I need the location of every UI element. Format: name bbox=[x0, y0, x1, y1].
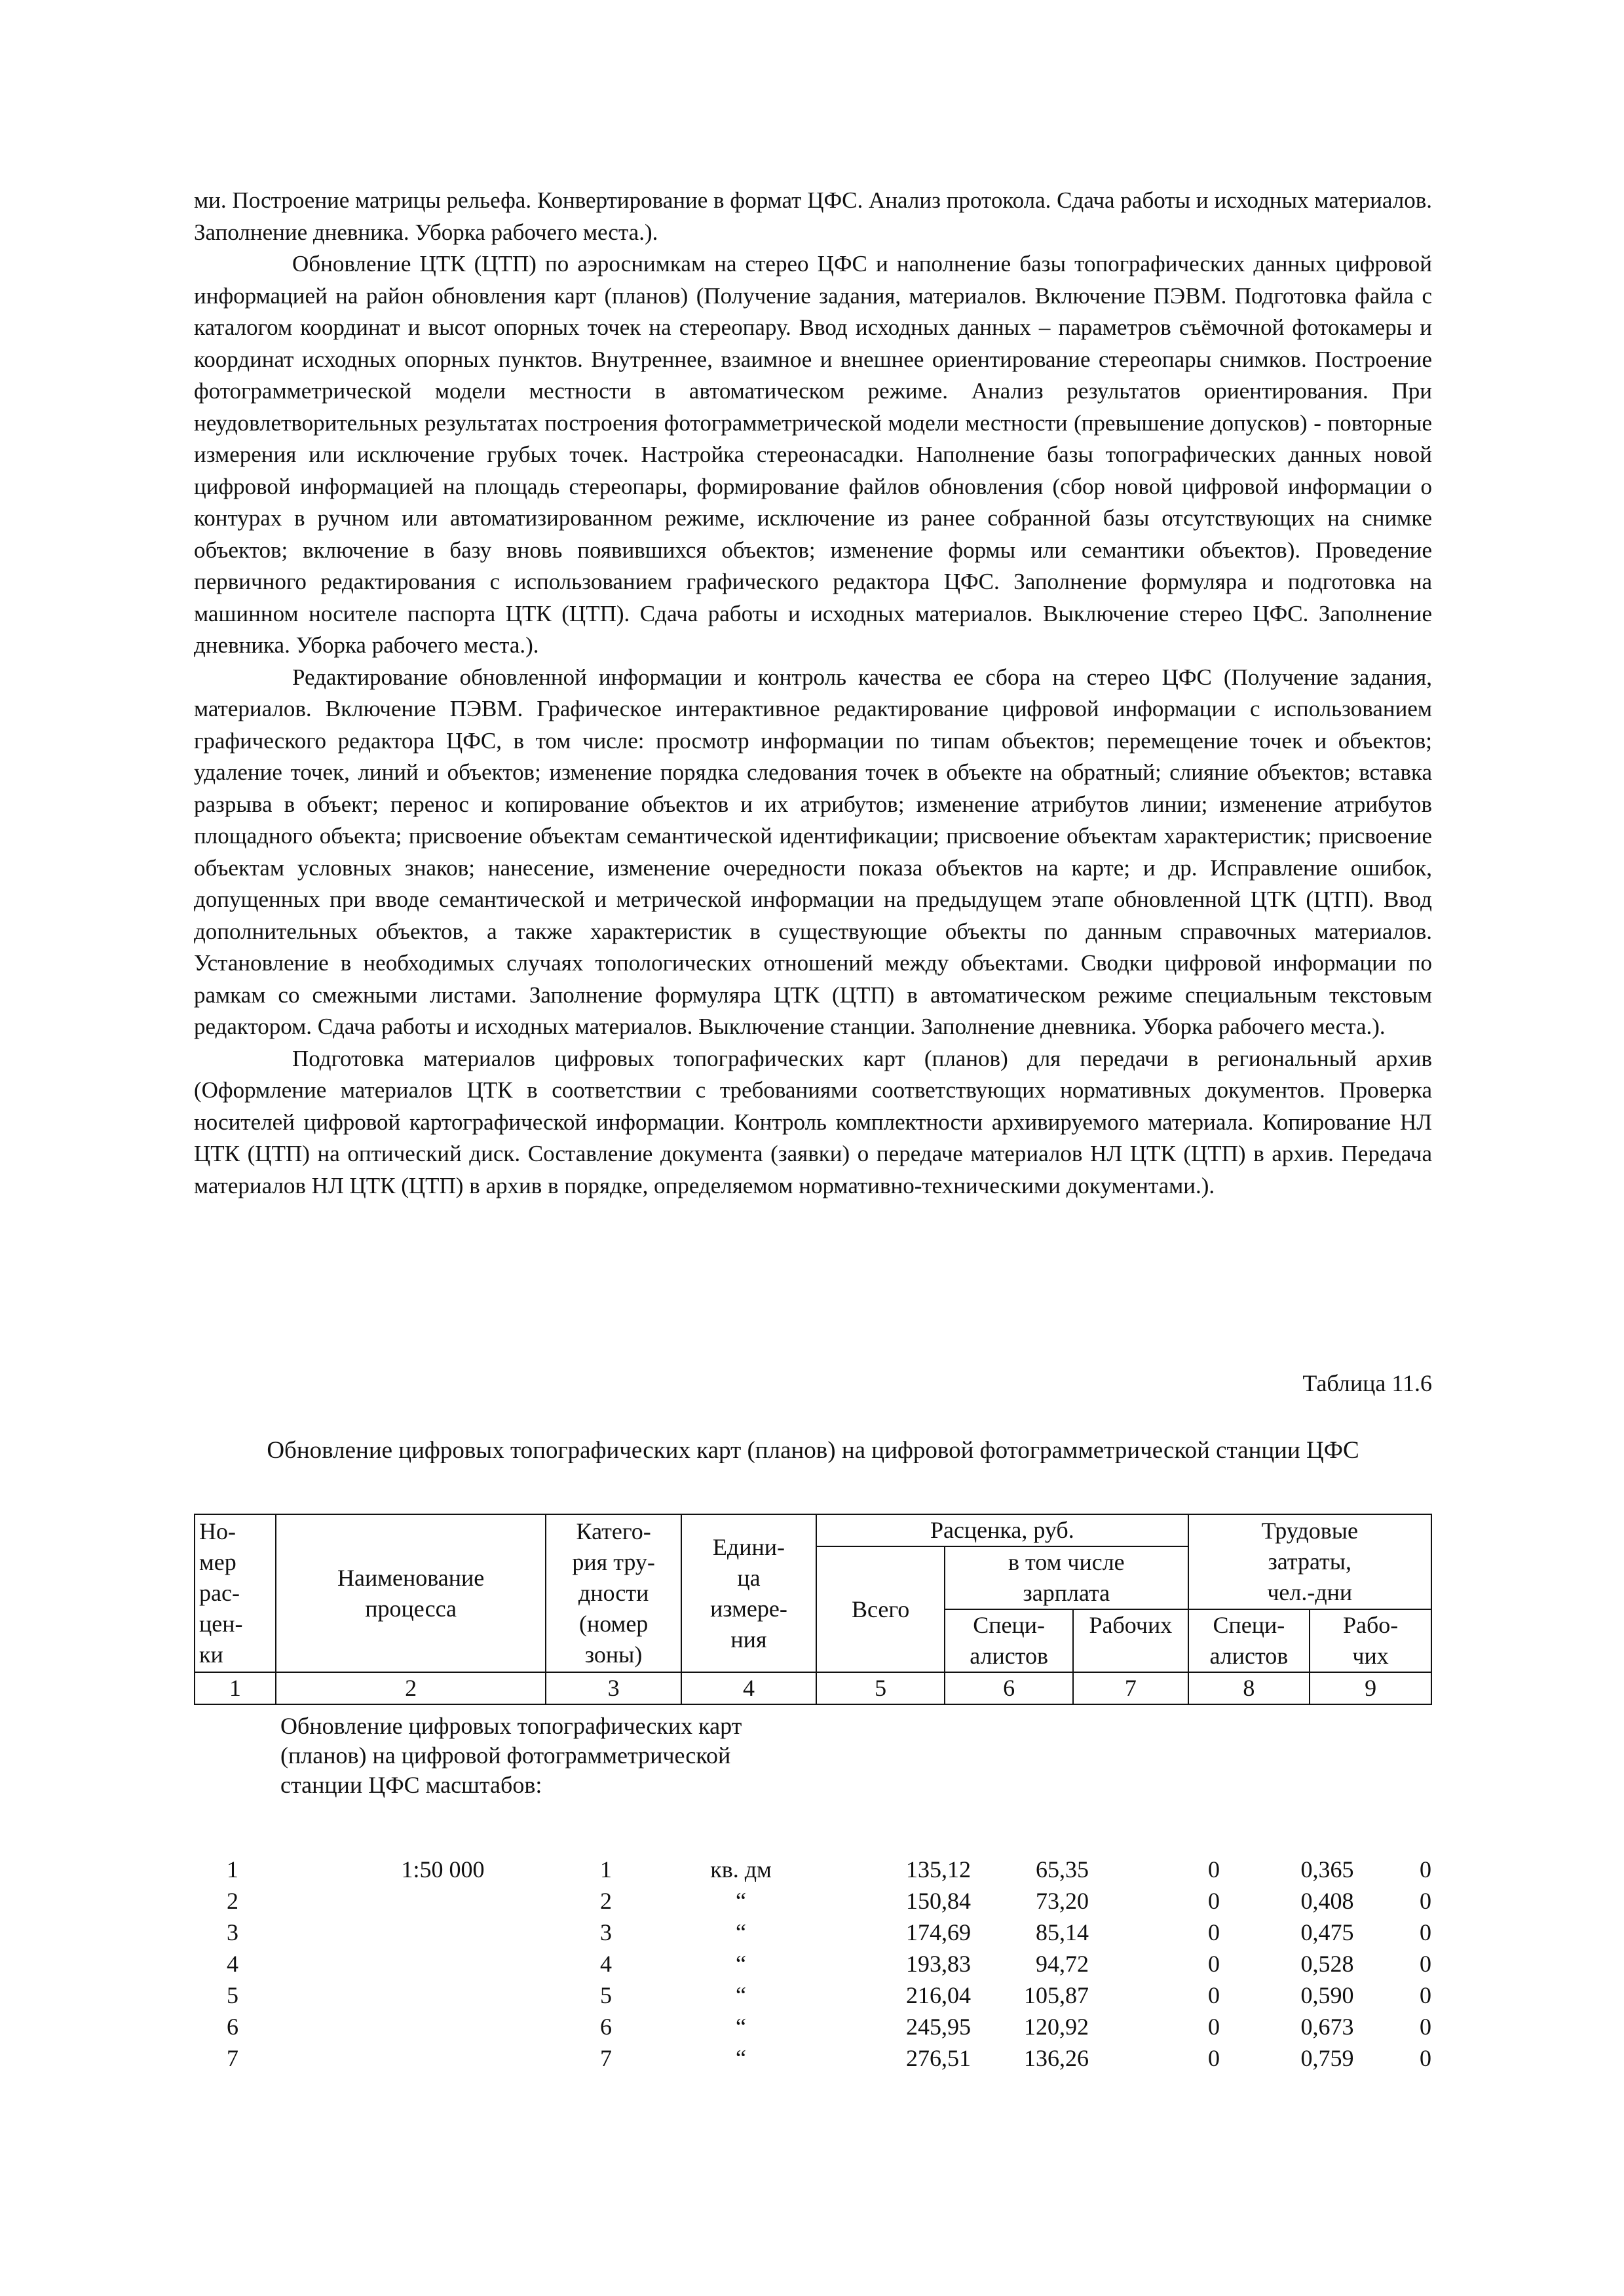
labor-workers: 0 bbox=[1420, 1951, 1431, 1977]
column-number: 6 bbox=[945, 1672, 1073, 1704]
table-row bbox=[194, 1950, 1432, 1981]
column-number: 9 bbox=[1310, 1672, 1431, 1704]
difficulty-category: 2 bbox=[600, 1888, 612, 1914]
table-header bbox=[194, 1514, 1432, 1705]
rate-number: 7 bbox=[227, 2045, 238, 2071]
header-including-salary: в том числе зарплата bbox=[945, 1546, 1188, 1609]
labor-specialists: 0,673 bbox=[1300, 2014, 1354, 2040]
salary-specialists: 65,35 bbox=[1036, 1856, 1089, 1883]
header-rate-number: Но- мер рас- цен- ки bbox=[195, 1514, 276, 1672]
price-total: 193,83 bbox=[906, 1951, 971, 1977]
header-labor-workers: Рабо- чих bbox=[1310, 1609, 1431, 1672]
labor-workers: 0 bbox=[1420, 2045, 1431, 2071]
salary-workers: 0 bbox=[1208, 1856, 1220, 1883]
labor-specialists: 0,590 bbox=[1300, 1982, 1354, 2008]
header-difficulty-category: Катего- рия тру- дности (номер зоны) bbox=[546, 1514, 681, 1672]
price-total: 150,84 bbox=[906, 1888, 971, 1914]
table-row bbox=[194, 1856, 1432, 1887]
header-salary-workers: Рабочих bbox=[1073, 1609, 1188, 1672]
salary-specialists: 105,87 bbox=[1024, 1982, 1089, 2008]
column-number: 2 bbox=[276, 1672, 546, 1704]
body-text bbox=[194, 185, 1432, 1202]
rate-number: 5 bbox=[227, 1982, 238, 2008]
salary-specialists: 73,20 bbox=[1036, 1888, 1089, 1914]
header-process-name: Наименование процесса bbox=[276, 1514, 546, 1672]
unit: “ bbox=[736, 1982, 746, 2008]
salary-workers: 0 bbox=[1208, 1951, 1220, 1977]
rate-number: 1 bbox=[227, 1856, 238, 1883]
table-body bbox=[194, 1856, 1432, 2076]
salary-workers: 0 bbox=[1208, 1888, 1220, 1914]
rate-number: 4 bbox=[227, 1951, 238, 1977]
labor-workers: 0 bbox=[1420, 1919, 1431, 1945]
difficulty-category: 5 bbox=[600, 1982, 612, 2008]
labor-workers: 0 bbox=[1420, 1856, 1431, 1883]
labor-workers: 0 bbox=[1420, 1982, 1431, 2008]
paragraph: Обновление ЦТК (ЦТП) по аэроснимкам на стерео ЦФС и наполнение базы топографических данных цифровой информацией на район обновления карт (планов) (Получение задания, материалов. Включение ПЭВМ. Подготовка файла с каталогом координат и высот опорных точек на стереопару. Ввод исходных данных – параметров съёмочной фотокамеры и координат исходных опорных пунктов. Внутреннее, взаимное и внешнее ориентирование стереопары снимков. Построение фотограмметрической модели местности в автоматическом режиме. Анализ результатов ориентирования. При неудовлетворительных результатах построения фотограмметрической модели местности (превышение допусков) - повторные измерения или исключение грубых точек. Настройка стереонасадки. Наполнение базы топографических данных новой цифровой информацией на площадь стереопары, формирование файлов обновления (сбор новой цифровой информации о контурах в ручном или автоматизированном режиме, исключение из ранее собранной базы отсутствующих на снимке объектов; включение в базу вновь появившихся объектов; изменение формы или семантики объектов). Проведение первичного редактирования с использованием графического редактора ЦФС. Заполнение формуляра и подготовка на машинном носителе паспорта ЦТК (ЦТП). Сдача работы и исходных материалов. Выключение стерео ЦФС. Заполнение дневника. Уборка рабочего места.). bbox=[194, 251, 1432, 658]
header-salary-specialists: Специ- алистов bbox=[945, 1609, 1073, 1672]
table-row bbox=[194, 1981, 1432, 2013]
column-number: 8 bbox=[1188, 1672, 1310, 1704]
price-total: 174,69 bbox=[906, 1919, 971, 1945]
column-number: 1 bbox=[195, 1672, 276, 1704]
unit: кв. дм bbox=[710, 1856, 772, 1883]
difficulty-category: 6 bbox=[600, 2014, 612, 2040]
rate-number: 2 bbox=[227, 1888, 238, 1914]
table-title: Обновление цифровых топографических карт (планов) на цифровой фотограмметрической станции ЦФС bbox=[267, 1437, 1359, 1464]
salary-workers: 0 bbox=[1208, 2014, 1220, 2040]
table-row bbox=[194, 1919, 1432, 1950]
salary-specialists: 136,26 bbox=[1024, 2045, 1089, 2071]
salary-specialists: 94,72 bbox=[1036, 1951, 1089, 1977]
difficulty-category: 7 bbox=[600, 2045, 612, 2071]
unit: “ bbox=[736, 2045, 746, 2071]
column-number: 5 bbox=[816, 1672, 945, 1704]
rate-number: 3 bbox=[227, 1919, 238, 1945]
table-row bbox=[194, 1887, 1432, 1919]
salary-specialists: 85,14 bbox=[1036, 1919, 1089, 1945]
unit: “ bbox=[736, 1951, 746, 1977]
unit: “ bbox=[736, 1888, 746, 1914]
column-number: 7 bbox=[1073, 1672, 1188, 1704]
unit: “ bbox=[736, 1919, 746, 1945]
price-total: 216,04 bbox=[906, 1982, 971, 2008]
table-row bbox=[194, 2044, 1432, 2076]
paragraph: Подготовка материалов цифровых топографических карт (планов) для передачи в региональный архив (Оформление материалов ЦТК в соответствии с требованиями соответствующих нормативных документов. Проверка носителей цифровой картографической информации. Контроль комплектности архивируемого материала. Копирование НЛ ЦТК (ЦТП) на оптический диск. Составление документа (заявки) о передаче материалов НЛ ЦТК (ЦТП) в архив. Передача материалов НЛ ЦТК (ЦТП) в архив в порядке, определяемом нормативно-техническими документами.). bbox=[194, 1045, 1432, 1198]
price-total: 276,51 bbox=[906, 2045, 971, 2071]
price-total: 245,95 bbox=[906, 2014, 971, 2040]
table-number: Таблица 11.6 bbox=[1302, 1370, 1432, 1396]
labor-specialists: 0,365 bbox=[1300, 1856, 1354, 1883]
column-number: 3 bbox=[546, 1672, 681, 1704]
difficulty-category: 3 bbox=[600, 1919, 612, 1945]
paragraph: ми. Построение матрицы рельефа. Конвертирование в формат ЦФС. Анализ протокола. Сдача работы и исходных материалов. Заполнение дневника. Уборка рабочего места.). bbox=[194, 187, 1432, 245]
labor-workers: 0 bbox=[1420, 2014, 1431, 2040]
header-labor-costs: Трудовые затраты, чел.-дни bbox=[1188, 1514, 1431, 1609]
header-total: Всего bbox=[816, 1546, 945, 1672]
table-row bbox=[194, 2013, 1432, 2044]
unit: “ bbox=[736, 2014, 746, 2040]
difficulty-category: 4 bbox=[600, 1951, 612, 1977]
rate-number: 6 bbox=[227, 2014, 238, 2040]
difficulty-category: 1 bbox=[600, 1856, 612, 1883]
labor-specialists: 0,759 bbox=[1300, 2045, 1354, 2071]
labor-specialists: 0,475 bbox=[1300, 1919, 1354, 1945]
header-unit: Едини- ца измере- ния bbox=[681, 1514, 816, 1672]
labor-specialists: 0,528 bbox=[1300, 1951, 1354, 1977]
paragraph: Редактирование обновленной информации и контроль качества ее сбора на стерео ЦФС (Получение задания, материалов. Включение ПЭВМ. Графическое интерактивное редактирование цифровой информации с использованием графического редактора ЦФС, в том числе: просмотр информации по типам объектов; перемещение точек и объектов; удаление точек, линий и объектов; изменение порядка следования точек в объекте на обратный; слияние объектов; вставка разрыва в объект; перенос и копирование объектов и их атрибутов; изменение атрибутов линии; изменение атрибутов площадного объекта; присвоение объектам семантической идентификации; присвоение объектам характеристик; присвоение объектам условных знаков; нанесение, изменение очередности показа объектов на карте; и др. Исправление ошибок, допущенных при вводе семантической и метрической информации на предыдущем этапе обновленной ЦТК (ЦТП). Ввод дополнительных объектов, а также характеристик в существующие объекты по данным справочных материалов. Установление в необходимых случаях топологических отношений между объектами. Сводки цифровой информации по рамкам со смежными листами. Заполнение формуляра ЦТК (ЦТП) в автоматическом режиме специальным текстовым редактором. Сдача работы и исходных материалов. Выключение станции. Заполнение дневника. Уборка рабочего места.). bbox=[194, 664, 1432, 1039]
header-price: Расценка, руб. bbox=[816, 1514, 1188, 1546]
salary-workers: 0 bbox=[1208, 2045, 1220, 2071]
salary-workers: 0 bbox=[1208, 1919, 1220, 1945]
labor-workers: 0 bbox=[1420, 1888, 1431, 1914]
section-title: Обновление цифровых топографических карт (планов) на цифровой фотограмметрической станции ЦФС масштабов: bbox=[280, 1713, 742, 1798]
salary-specialists: 120,92 bbox=[1024, 2014, 1089, 2040]
labor-specialists: 0,408 bbox=[1300, 1888, 1354, 1914]
price-total: 135,12 bbox=[906, 1856, 971, 1883]
process-name: 1:50 000 bbox=[401, 1856, 485, 1883]
column-number: 4 bbox=[681, 1672, 816, 1704]
salary-workers: 0 bbox=[1208, 1982, 1220, 2008]
header-labor-specialists: Специ- алистов bbox=[1188, 1609, 1310, 1672]
